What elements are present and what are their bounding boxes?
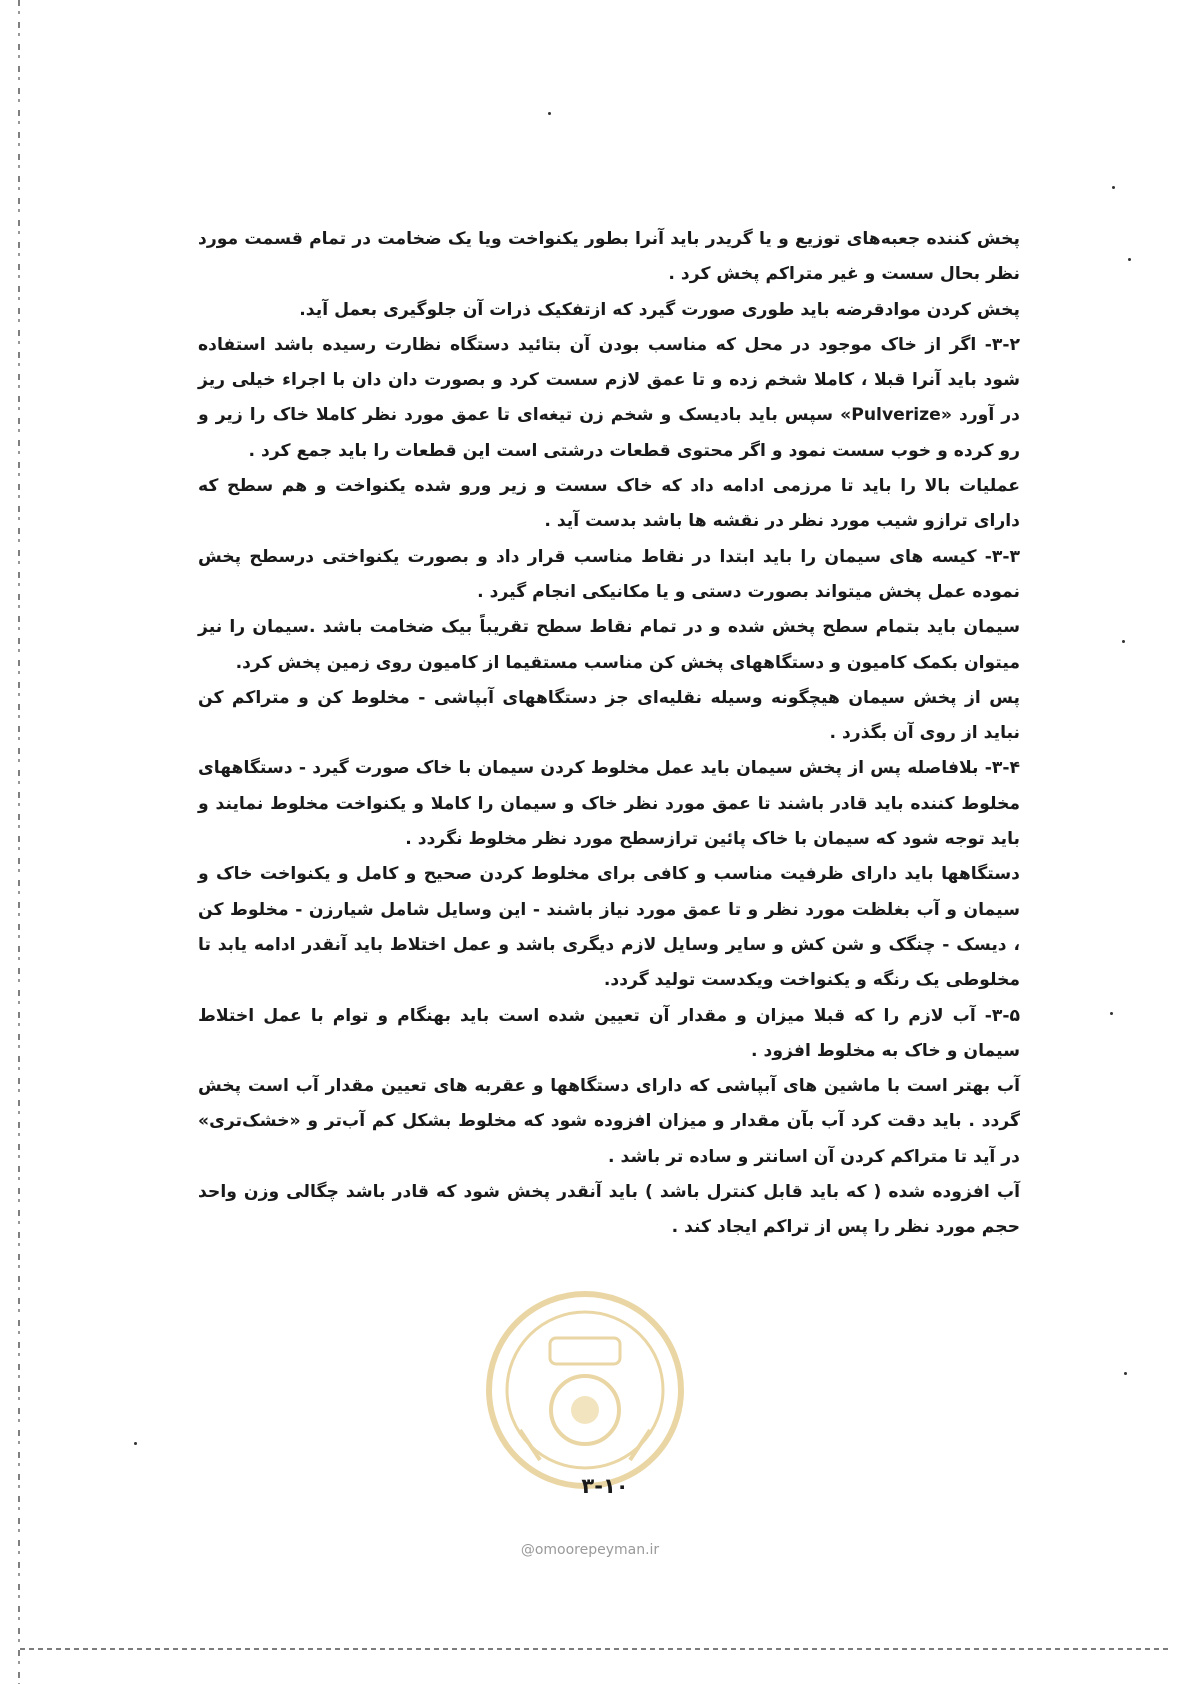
scan-bottom-edge bbox=[20, 1648, 1170, 1650]
scan-speck bbox=[1112, 186, 1115, 189]
stamp-logo bbox=[480, 1280, 690, 1500]
page-number: ۳-۱۰ bbox=[581, 1474, 629, 1498]
paragraph: پس از پخش سیمان هیچگونه وسیله نقلیه‌ای جز دستگاههای آبپاشی - مخلوط کن و متراکم کن نباید از روی آن بگذرد . bbox=[198, 687, 1020, 744]
paragraph: پخش کننده جعبه‌های توزیع و یا گریدر باید آنرا بطور یکنواخت ویا یک ضخامت در تمام قسمت مورد نظر بحال سست و غیر متراکم پخش کرد . bbox=[198, 229, 1020, 285]
paragraph: آب بهتر است با ماشین های آبپاشی که دارای دستگاهها و عقربه های تعیین مقدار آب است پخش گردد . باید دقت کرد آب بآن مقدار و میزان افزوده شود که مخلوط بشکل کم آب‌تر و «خشک‌تری» در آید تا متراکم کردن آن اسانتر و ساده تر باشد . bbox=[198, 1076, 1020, 1167]
paragraph: ۳-۴- بلافاصله پس از پخش سیمان باید عمل مخلوط کردن سیمان با خاک صورت گیرد - دستگاههای مخلوط کننده باید قادر باشند تا عمق مورد نظر خاک و سیمان را کاملا و یکنواخت مخلوط نمایند و باید توجه شود که سیمان با خاک پائین ترازسطح مورد نظر مخلوط نگردد . bbox=[198, 758, 1020, 850]
scan-speck bbox=[1122, 640, 1125, 643]
paragraph: ۳-۲- اگر از خاک موجود در محل که مناسب بودن آن بتائید دستگاه نظارت رسیده باشد استفاده شود باید آنرا قبلا ، کاملا شخم زده و تا عمق لازم سست کرد و بصورت دان دان با اجراء خیلی ریز در آورد «Pulverize» سپس باید بادیسک و شخم زن تیغه‌ای تا عمق مورد نظر کاملا خاک را زیر و رو کرده و خوب سست نمود و اگر محتوی قطعات درشتی است این قطعات را باید جمع کرد . bbox=[198, 334, 1020, 461]
scan-left-edge bbox=[18, 0, 20, 1684]
watermark: @omoorepeyman.ir bbox=[520, 1542, 660, 1558]
scan-speck bbox=[1110, 1012, 1113, 1015]
paragraph: پخش کردن موادقرضه باید طوری صورت گیرد که ازتفکیک ذرات آن جلوگیری بعمل آید. bbox=[299, 299, 1020, 320]
scan-speck bbox=[134, 1442, 137, 1445]
scan-speck bbox=[1124, 1372, 1127, 1375]
paragraph: سیمان باید بتمام سطح پخش شده و در تمام نقاط سطح تقریباً بیک ضخامت باشد .سیمان را نیز میتوان بکمک کامیون و دستگاههای پخش کن مناسب مستقیما از کامیون روی زمین پخش کرد. bbox=[198, 617, 1020, 673]
paragraph: عملیات بالا را باید تا مرزمی ادامه داد که خاک سست و زیر ورو شده یکنواخت و هم سطح که دارای ترازو شیب مورد نظر در نقشه ها باشد بدست آید . bbox=[198, 476, 1020, 532]
document-body bbox=[198, 222, 1020, 1246]
scan-speck bbox=[548, 112, 551, 115]
paragraph: ۳-۳- کیسه های سیمان را باید ابتدا در نقاط مناسب قرار داد و بصورت یکنواختی درسطح پخش نموده عمل پخش میتواند بصورت دستی و یا مکانیکی انجام گیرد . bbox=[198, 546, 1020, 602]
paragraph: آب افزوده شده ( که باید قابل کنترل باشد ) باید آنقدر پخش شود که قادر باشد چگالی وزن واحد حجم مورد نظر را پس از تراکم ایجاد کند . bbox=[198, 1182, 1020, 1238]
scan-speck bbox=[1128, 258, 1131, 261]
paragraph: ۳-۵- آب لازم را که قبلا میزان و مقدار آن تعیین شده است باید بهنگام و توام با عمل اختلاط سیمان و خاک به مخلوط افزود . bbox=[198, 1005, 1020, 1061]
paragraph: دستگاهها باید دارای ظرفیت مناسب و کافی برای مخلوط کردن صحیح و کامل و یکنواخت خاک و سیمان و آب بغلظت مورد نظر و تا عمق مورد نیاز باشند - این وسایل شامل شیارزن - مخلوط کن ، دیسک - چنگک و شن کش و سایر وسایل لازم دیگری باشد و عمل اختلاط باید آنقدر ادامه یابد تا مخلوطی یک رنگه و یکنواخت ویکدست تولید گردد. bbox=[198, 864, 1020, 991]
